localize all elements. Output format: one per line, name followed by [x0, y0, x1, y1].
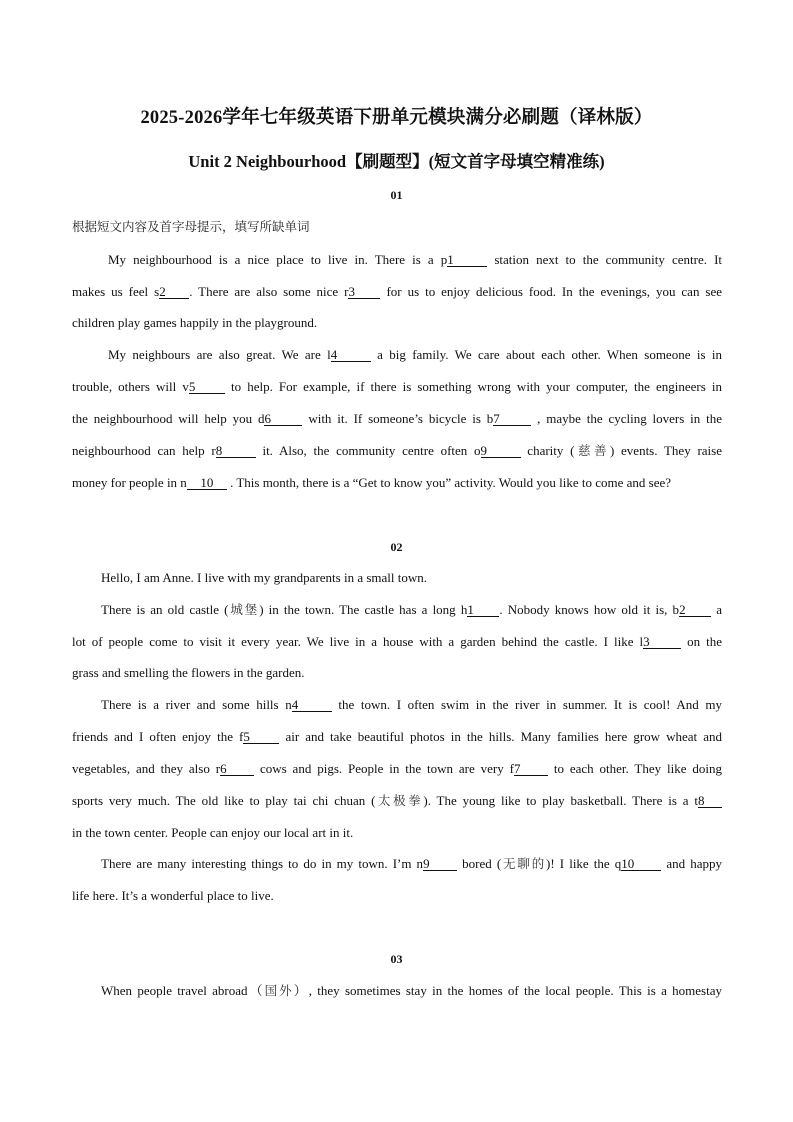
- text: ) in the town. The castle has a long h: [259, 602, 468, 617]
- text: bored (: [462, 856, 502, 871]
- chinese-gloss: 国外: [264, 984, 294, 998]
- text: trouble, others will v: [72, 379, 189, 394]
- text: vegetables, and they also r: [72, 761, 221, 776]
- text: for us to enjoy delicious food. In the evenings, you can see: [386, 284, 723, 299]
- text-line: in the town center. People can enjoy our local art in it.: [72, 825, 354, 840]
- blank-8[interactable]: 8: [698, 794, 722, 808]
- text: When people travel abroad（: [101, 983, 265, 998]
- text: There is a river and some hills n: [101, 697, 292, 712]
- text: and happy: [666, 856, 722, 871]
- text: station next to the community centre. It: [494, 252, 723, 267]
- text-line: children play games happily in the playground.: [72, 315, 318, 330]
- text: makes us feel s: [72, 284, 160, 299]
- text-line: grass and smelling the flowers in the garden.: [72, 665, 305, 680]
- blank-7[interactable]: 7: [493, 412, 531, 426]
- text: cows and pigs. People in the town are very f: [259, 761, 514, 776]
- text: . Nobody knows how old it is, b: [499, 602, 680, 617]
- blank-9[interactable]: 9: [423, 857, 457, 871]
- text: to each other. They like doing: [553, 761, 723, 776]
- text-line: [108, 252, 722, 268]
- text-line: [101, 856, 722, 872]
- text-line: [72, 475, 722, 491]
- text: charity (: [527, 443, 575, 458]
- text: friends and I often enjoy the f: [72, 729, 244, 744]
- text-line: [72, 793, 722, 809]
- blank-1[interactable]: 1: [447, 253, 487, 267]
- text: lot of people come to visit it every year. We live in a house with a garden behind the castle. I like l: [72, 634, 644, 649]
- text: )! I like the q: [546, 856, 622, 871]
- text: with it. If someone’s bicycle is b: [308, 411, 494, 426]
- blank-4[interactable]: 4: [331, 348, 371, 362]
- chinese-gloss: 慈善: [574, 444, 610, 458]
- blank-10[interactable]: 10: [621, 857, 661, 871]
- text: . There are also some nice r: [189, 284, 349, 299]
- text-line: life here. It’s a wonderful place to live.: [72, 888, 274, 903]
- text: neighbourhood can help r: [72, 443, 216, 458]
- document-subtitle: Unit 2 Neighbourhood【刷题型】(短文首字母填空精准练): [188, 152, 605, 171]
- text: a: [716, 602, 722, 617]
- text-line: [72, 284, 722, 300]
- text: money for people in n: [72, 475, 187, 490]
- text-line: [72, 411, 722, 427]
- text: it. Also, the community centre often o: [262, 443, 481, 458]
- text-line: [101, 602, 722, 618]
- text: , maybe the cycling lovers in the: [537, 411, 723, 426]
- blank-6[interactable]: 6: [220, 762, 254, 776]
- blank-3[interactable]: 3: [348, 285, 380, 299]
- section-number: 03: [390, 952, 403, 966]
- text: ）, they sometimes stay in the homes of the local people. This is a homestay: [293, 983, 722, 998]
- text-line: [72, 634, 722, 650]
- text-line: [72, 729, 722, 745]
- instruction: 根据短文内容及首字母提示，填写所缺单词: [72, 220, 310, 234]
- blank-4[interactable]: 4: [292, 698, 332, 712]
- blank-5[interactable]: 5: [243, 730, 279, 744]
- chinese-gloss: 太极拳: [375, 794, 424, 808]
- blank-5[interactable]: 5: [189, 380, 225, 394]
- text: a big family. We care about each other. When someone is in: [377, 347, 722, 362]
- blank-3[interactable]: 3: [643, 635, 681, 649]
- blank-9[interactable]: 9: [481, 444, 521, 458]
- blank-8[interactable]: 8: [216, 444, 256, 458]
- section-number: 01: [390, 188, 403, 202]
- text: sports very much. The old like to play tai chi chuan (: [72, 793, 376, 808]
- text-line: [101, 697, 722, 713]
- text: ). The young like to play basketball. There is a t: [423, 793, 698, 808]
- text: to help. For example, if there is something wrong with your computer, the engineers in: [230, 379, 722, 394]
- chinese-gloss: 城堡: [228, 603, 260, 617]
- chinese-gloss: 无聊的: [501, 857, 547, 871]
- text-line: [72, 443, 722, 459]
- text: There is an old castle (: [101, 602, 229, 617]
- text: the neighbourhood will help you d: [72, 411, 265, 426]
- blank-10[interactable]: 10: [187, 476, 227, 490]
- text: There are many interesting things to do in my town. I’m n: [101, 856, 424, 871]
- blank-1[interactable]: 1: [467, 603, 499, 617]
- text-line: [72, 379, 722, 395]
- text-line: Hello, I am Anne. I live with my grandparents in a small town.: [101, 570, 428, 585]
- text: on the: [687, 634, 722, 649]
- text: . This month, there is a “Get to know you” activity. Would you like to come and see?: [230, 475, 672, 490]
- blank-7[interactable]: 7: [514, 762, 548, 776]
- document-title: 2025-2026学年七年级英语下册单元模块满分必刷题（译林版）: [140, 108, 653, 128]
- text-line: [108, 347, 722, 363]
- text-line: [101, 983, 722, 999]
- blank-6[interactable]: 6: [264, 412, 302, 426]
- text: My neighbours are also great. We are l: [108, 347, 331, 362]
- section-number: 02: [390, 540, 403, 554]
- text: My neighbourhood is a nice place to live in. There is a p: [108, 252, 448, 267]
- blank-2[interactable]: 2: [159, 285, 189, 299]
- text: ) events. They raise: [609, 443, 722, 458]
- blank-2[interactable]: 2: [679, 603, 711, 617]
- text-line: [72, 761, 722, 777]
- text: the town. I often swim in the river in summer. It is cool! And my: [338, 697, 722, 712]
- text: air and take beautiful photos in the hills. Many families here grow wheat and: [285, 729, 722, 744]
